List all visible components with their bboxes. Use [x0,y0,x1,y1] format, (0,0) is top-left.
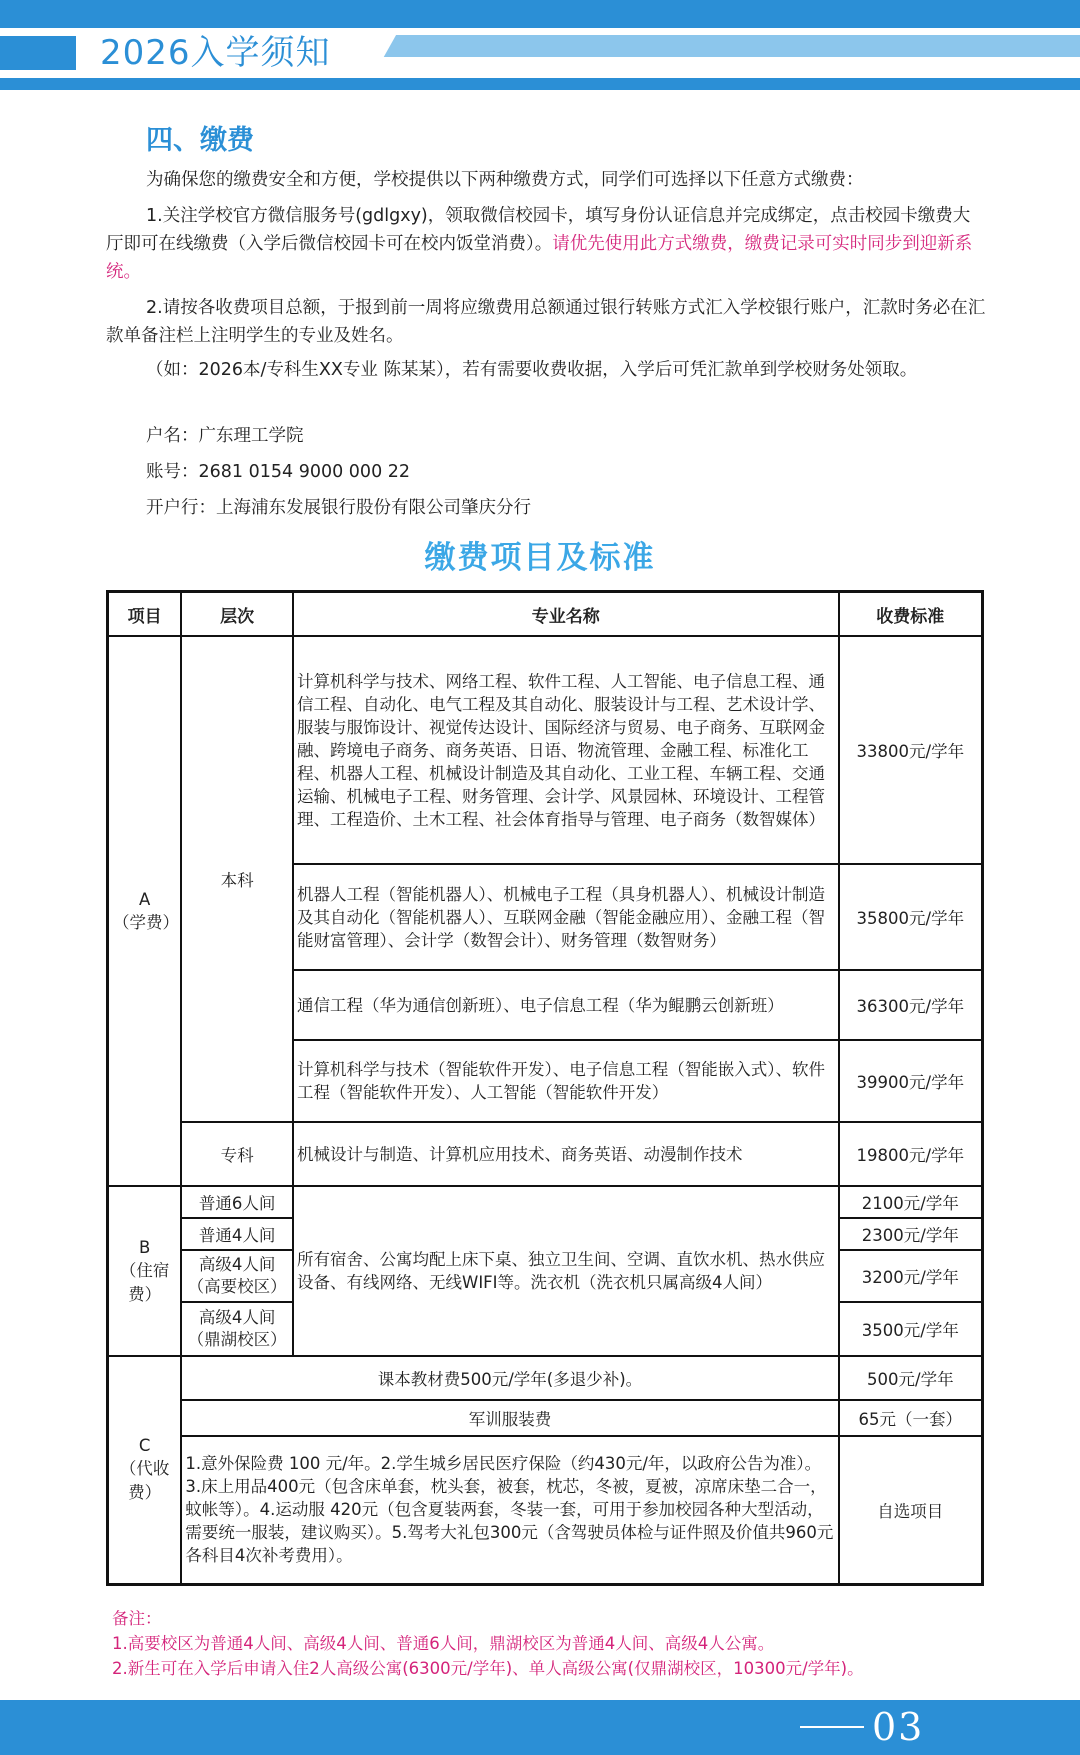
fee-cell: 自选项目 [839,1436,983,1584]
major-cell: 机器人工程（智能机器人）、机械电子工程（具身机器人）、机械设计制造及其自动化（智能机器人）、互联网金融（智能金融应用）、金融工程（智能财富管理）、会计学（数智会计）、财务管理（数智财务） [293,864,839,970]
note-item: 2.新生可在入学后申请入住2人高级公寓(6300元/学年)、单人高级公寓(仅鼎湖校区，10300元/学年)。 [112,1659,864,1678]
dorm-desc-cell: 所有宿舍、公寓均配上床下桌、独立卫生间、空调、直饮水机、热水供应设备、有线网络、无线WIFI等。洗衣机（洗衣机只属高级4人间） [293,1186,839,1356]
method2-paragraph: 2.请按各收费项目总额，于报到前一周将应缴费用总额通过银行转账方式汇入学校银行账户，汇款时务必在汇款单备注栏上注明学生的专业及姓名。 [106,298,986,346]
method1-highlight: 请优先使用此方式缴费，缴费记录可实时同步到迎新系统。 [106,234,973,282]
group-a-label: A （学费） [108,636,182,1186]
header-item: 项目 [108,592,182,637]
table-header-row [108,592,983,637]
fee-cell: 33800元/学年 [839,636,983,864]
table-row [108,1436,983,1584]
table-title: 缴费项目及标准 [424,540,656,576]
notes-block [112,1606,864,1681]
dorm-level-cell: 普通6人间 [181,1186,293,1218]
header-major: 专业名称 [293,592,839,637]
fee-cell: 35800元/学年 [839,864,983,970]
fee-cell: 500元/学年 [839,1356,983,1400]
page-title: 2026入学须知 [100,33,331,73]
fee-cell: 39900元/学年 [839,1040,983,1122]
header-strip [0,0,1080,28]
table-row [108,1186,983,1218]
major-cell: 计算机科学与技术（智能软件开发）、电子信息工程（智能嵌入式）、软件工程（智能软件开发）、人工智能（智能软件开发） [293,1040,839,1122]
fee-cell: 3500元/学年 [839,1302,983,1356]
page-number: 03 [872,1705,925,1749]
group-b-label: B （住宿费） [108,1186,182,1356]
fee-cell: 65元（一套） [839,1400,983,1436]
header-band [0,0,1080,90]
title-accent-block [0,36,76,70]
group-c-label: C （代收费） [108,1356,182,1584]
bank-name: 开户行：上海浦东发展银行股份有限公司肇庆分行 [146,498,531,518]
level-zhuanke: 专科 [181,1122,293,1186]
major-cell: 机械设计与制造、计算机应用技术、商务英语、动漫制作技术 [293,1122,839,1186]
header-level: 层次 [181,592,293,637]
fee-cell: 19800元/学年 [839,1122,983,1186]
dorm-level-cell: 普通4人间 [181,1218,293,1250]
fee-cell: 3200元/学年 [839,1250,983,1302]
dorm-level-cell: 高级4人间（高要校区） [181,1250,293,1302]
header-stripe-bottom [0,78,1080,90]
table-row [108,1400,983,1436]
section-title: 四、缴费 [146,125,254,156]
fee-cell: 2300元/学年 [839,1218,983,1250]
header-fee: 收费标准 [839,592,983,637]
dorm-level-cell: 高级4人间（鼎湖校区） [181,1302,293,1356]
agency-item-cell: 1.意外保险费 100 元/年。2.学生城乡居民医疗保险（约430元/年，以政府公告为准）。3.床上用品400元（包含床单套，枕头套，被套，枕芯，冬被，夏被，凉席床垫二合一，蚊帐等）。4.运动服 420元（包含夏装两套，冬装一套，可用于参加校园各种大型活动，需要统一服装，建议购买）。5.驾考大礼包300元（含驾驶员体检与证件照及价值共960元各科目4次补考费用）。 [181,1436,838,1584]
note-item: 1.高要校区为普通4人间、高级4人间、普通6人间，鼎湖校区为普通4人间、高级4人公寓。 [112,1634,775,1653]
agency-item-cell: 课本教材费500元/学年(多退少补)。 [181,1356,838,1400]
agency-item-cell: 军训服装费 [181,1400,838,1436]
level-benke: 本科 [181,636,293,1122]
fee-cell: 36300元/学年 [839,970,983,1040]
account-number: 账号：2681 0154 9000 000 22 [146,462,411,482]
major-cell: 通信工程（华为通信创新班）、电子信息工程（华为鲲鹏云创新班） [293,970,839,1040]
fee-table [106,590,984,1586]
example-paragraph: （如：2026本/专科生XX专业 陈某某），若有需要收费收据，入学后可凭汇款单到学校财务处领取。 [146,360,918,380]
major-cell: 计算机科学与技术、网络工程、软件工程、人工智能、电子信息工程、通信工程、自动化、电气工程及其自动化、服装设计与工程、艺术设计学、服装与服饰设计、视觉传达设计、国际经济与贸易、电子商务、互联网金融、跨境电子商务、商务英语、日语、物流管理、金融工程、标准化工程、机器人工程、机械设计制造及其自动化、工业工程、车辆工程、交通运输、机械电子工程、财务管理、会计学、风景园林、环境设计、工程管理、工程造价、土木工程、社会体育指导与管理、电子商务（数智媒体） [293,636,839,864]
method1-text: 1.关注学校官方微信服务号(gdlgxy)，领取微信校园卡，填写身份认证信息并完成绑定，点击校园卡缴费大厅即可在线缴费（入学后微信校园卡可在校内饭堂消费）。 [106,206,971,254]
table-row [108,1356,983,1400]
table-row [108,1122,983,1186]
page-number-rule [800,1726,864,1728]
intro-paragraph: 为确保您的缴费安全和方便，学校提供以下两种缴费方式，同学们可选择以下任意方式缴费： [146,170,864,190]
notes-title: 备注： [112,1609,162,1628]
fee-cell: 2100元/学年 [839,1186,983,1218]
account-name: 户名：广东理工学院 [146,426,304,446]
method1-paragraph [106,202,986,286]
table-row [108,636,983,864]
